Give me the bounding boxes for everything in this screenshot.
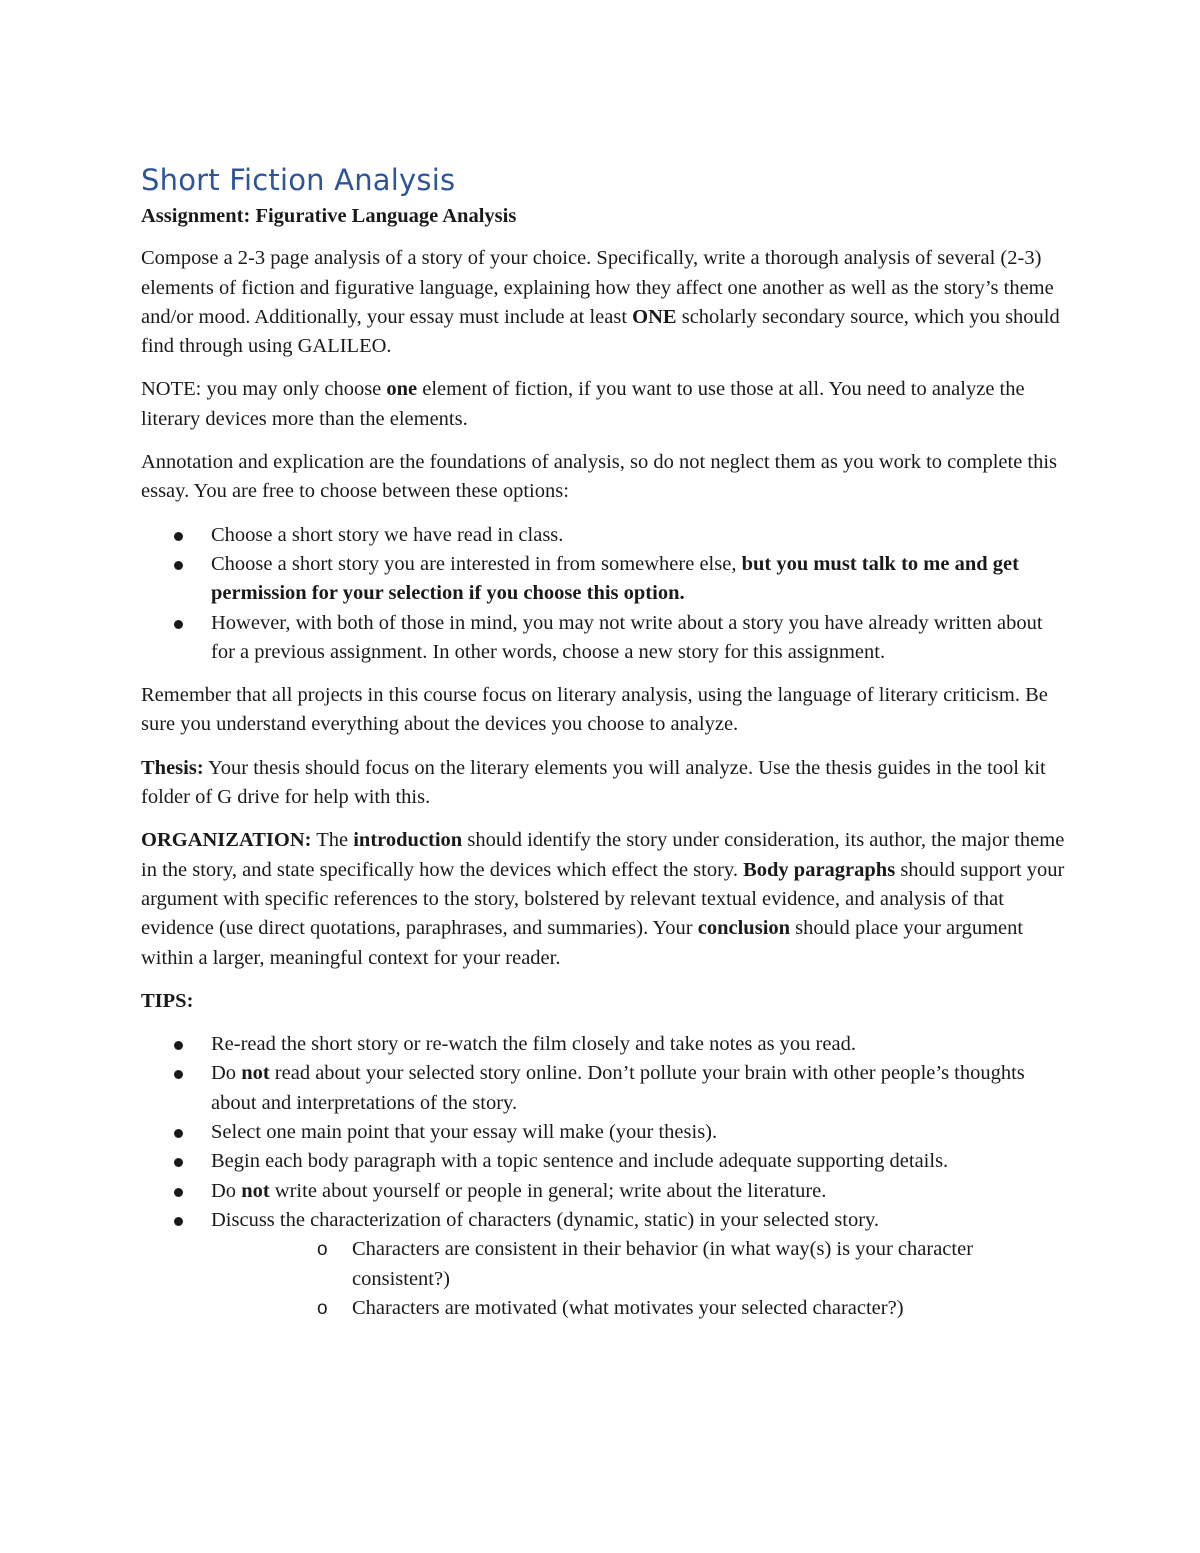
intro-paragraph [141, 244, 1071, 361]
thesis-label: Thesis: [141, 756, 204, 779]
tip-text: Do [211, 1179, 242, 1202]
tip-text: Re-read the short story or re-watch the film closely and take notes as you read. [211, 1033, 856, 1056]
bullet-icon [174, 1188, 183, 1197]
bullet-icon [174, 1070, 183, 1079]
tips-heading [141, 987, 1071, 1016]
page-title: Short Fiction Analysis [141, 163, 456, 197]
thesis-paragraph [141, 754, 1071, 813]
organization-text: The [311, 829, 354, 852]
tip-text: Select one main point that your essay will make (your thesis). [211, 1121, 718, 1144]
note-bold: one [386, 378, 418, 401]
tip-text: Begin each body paragraph with a topic sentence and include adequate supporting details. [211, 1150, 949, 1173]
sub-tip-text: Characters are consistent in their behavior (in what way(s) is your character consistent?) [352, 1238, 974, 1290]
bullet-icon [174, 1217, 183, 1226]
tip-bold: not [241, 1179, 270, 1202]
option-text: Choose a short story we have read in class. [211, 523, 564, 546]
note-paragraph [141, 375, 1071, 434]
sub-list-item [211, 1294, 1071, 1323]
tip-bold: not [241, 1062, 270, 1085]
intro-text-end: scholarly secondary source, which you should find through using GALILEO. [141, 305, 1060, 358]
options-list [141, 521, 1071, 667]
list-item [141, 521, 1071, 550]
list-item [141, 1147, 1071, 1176]
tip-text: write about yourself or people in general; write about the literature. [269, 1179, 827, 1202]
hollow-bullet-icon: o [317, 1239, 328, 1261]
list-item [141, 1030, 1071, 1059]
option-text: Choose a short story you are interested in from somewhere else, [211, 552, 742, 575]
bullet-icon [174, 1129, 183, 1138]
thesis-text: Your thesis should focus on the literary elements you will analyze. Use the thesis guides in the tool kit folder of G drive for help with this. [141, 756, 1046, 809]
note-text: NOTE: you may only choose [141, 378, 387, 401]
list-item [141, 1118, 1071, 1147]
remember-paragraph: Remember that all projects in this course focus on literary analysis, using the language of literary criticism. Be sure you understand everything about the devices you choose to analyze. [141, 684, 1048, 736]
bullet-icon [174, 1158, 183, 1167]
note-text-end: element of fiction, if you want to use those at all. You need to analyze the literary devices more than the elements. [141, 378, 1025, 430]
conclusion-bold: conclusion [697, 917, 791, 940]
list-item [141, 1177, 1071, 1206]
organization-text: should identify the story under consideration, its author, the major theme in the story, and state specifically how the devices which effect the story. [141, 829, 1065, 881]
bullet-icon [174, 1041, 183, 1050]
option-text: However, with both of those in mind, you may not write about a story you have already written about for a previous assignment. In other words, choose a new story for this assignment. [211, 611, 1043, 663]
intro-text: Compose a 2-3 page analysis of a story of your choice. Specifically, write a thorough analysis of several (2-3) elements of fiction and figurative language, explaining how they affect one another as well as the story’s theme and/or mood. Additionally, your essay must include at least [141, 247, 1054, 328]
sub-list-item [211, 1235, 1071, 1294]
assignment-subtitle: Assignment: Figurative Language Analysis [141, 205, 517, 227]
organization-text: should place your argument within a larger, meaningful context for your reader. [141, 917, 1024, 969]
bullet-icon [174, 532, 183, 541]
hollow-bullet-icon: o [317, 1297, 328, 1319]
intro-bold-one: ONE [632, 305, 677, 328]
document-page [141, 160, 1071, 1337]
bullet-icon [174, 620, 183, 629]
sub-tip-text: Characters are motivated (what motivates your selected character?) [352, 1296, 904, 1319]
tips-list [141, 1030, 1071, 1323]
list-item [141, 550, 1071, 609]
tip-text: Discuss the characterization of characters (dynamic, static) in your selected story. [211, 1208, 880, 1231]
introduction-bold: introduction [353, 829, 463, 852]
annotation-paragraph: Annotation and explication are the foundations of analysis, so do not neglect them as you work to complete this essay. You are free to choose between these options: [141, 451, 1058, 503]
organization-label: ORGANIZATION: [141, 829, 312, 852]
organization-text: should support your argument with specific references to the story, bolstered by relevant textual evidence, and analysis of that evidence (use direct quotations, paraphrases, and summaries). Your [141, 858, 1065, 940]
list-item [141, 1059, 1071, 1118]
organization-paragraph [141, 826, 1071, 972]
tips-label: TIPS: [141, 989, 194, 1012]
tip-text: Do [211, 1062, 242, 1085]
option-bold-text: but you must talk to me and get permission for your selection if you choose this option. [211, 552, 1019, 605]
list-item [141, 1206, 1071, 1323]
tip-text: read about your selected story online. Don’t pollute your brain with other people’s thoughts about and interpretations of the story. [211, 1062, 1025, 1114]
list-item [141, 609, 1071, 668]
sub-list [211, 1235, 1071, 1323]
body-paragraphs-bold: Body paragraphs [743, 858, 896, 881]
bullet-icon [174, 561, 183, 570]
